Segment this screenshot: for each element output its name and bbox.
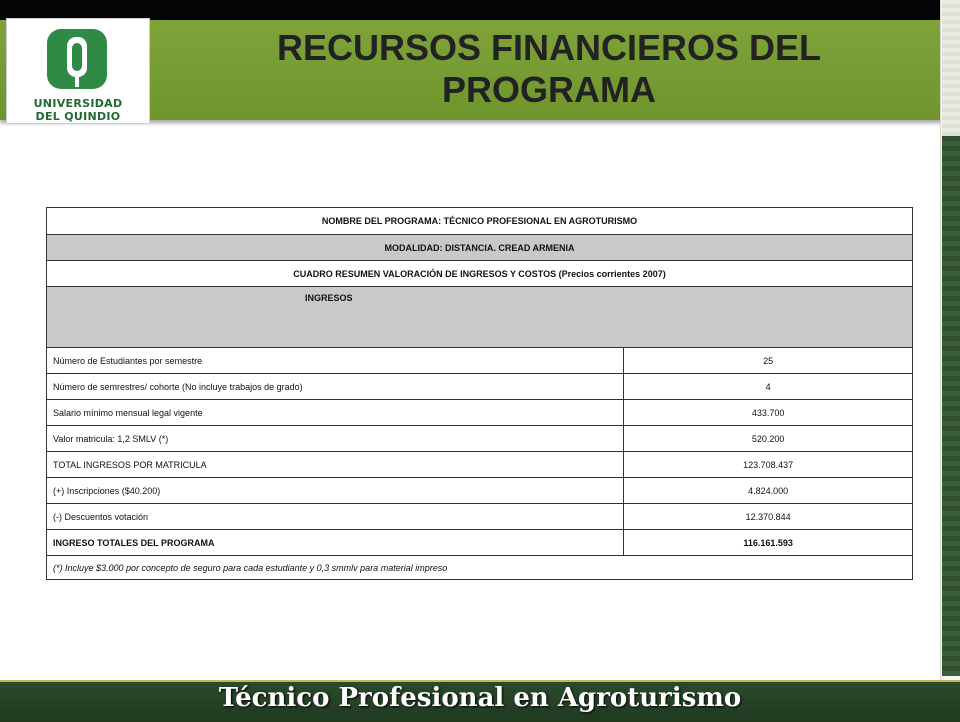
table-row [47,478,913,504]
row-value: 123.708.437 [624,452,913,478]
table-row [47,348,913,374]
logo-text-line2: DEL QUINDIO [35,110,121,123]
right-edge-dark [942,136,960,676]
row-value: 433.700 [624,400,913,426]
program-name-cell: NOMBRE DEL PROGRAMA: TÉCNICO PROFESIONAL EN AGROTURISMO [47,208,913,235]
row-label: TOTAL INGRESOS POR MATRICULA [47,452,624,478]
row-label: (-) Descuentos votación [47,504,624,530]
financial-table [46,207,913,580]
row-value: 116.161.593 [624,530,913,556]
table-row [47,556,913,580]
table-note: (*) Incluye $3.000 por concepto de seguro para cada estudiante y 0,3 smmlv para material impreso [47,556,913,580]
page-title: RECURSOS FINANCIEROS DEL PROGRAMA [276,27,822,110]
modality-cell: MODALIDAD: DISTANCIA. CREAD ARMENIA [47,235,913,261]
summary-cell: CUADRO RESUMEN VALORACIÓN DE INGRESOS Y COSTOS (Precios corrientes 2007) [47,261,913,287]
row-value: 4.824.000 [624,478,913,504]
row-value: 520.200 [624,426,913,452]
row-label: Número de Estudiantes por semestre [47,348,624,374]
table-row [47,504,913,530]
table-row [47,530,913,556]
row-value: 4 [624,374,913,400]
logo-text-line1: UNIVERSIDAD [33,97,123,110]
row-label: Valor matricula: 1,2 SMLV (*) [47,426,624,452]
top-strip [0,0,960,20]
row-label: INGRESO TOTALES DEL PROGRAMA [47,530,624,556]
right-edge-decoration [940,0,960,720]
university-logo [6,18,150,124]
row-label: Salario mínimo mensual legal vigente [47,400,624,426]
table-row [47,287,913,348]
table-row [47,235,913,261]
row-value: 12.370.844 [624,504,913,530]
logo-q-icon [45,27,109,93]
footer-title: Técnico Profesional en Agroturismo [218,683,742,713]
section-ingresos-cell: INGRESOS [47,287,913,348]
row-label: Número de semrestres/ cohorte (No incluye trabajos de grado) [47,374,624,400]
right-edge-light [942,0,960,136]
table-row [47,400,913,426]
row-label: (+) Inscripciones ($40.200) [47,478,624,504]
table-row [47,208,913,235]
row-value: 25 [624,348,913,374]
table-row [47,426,913,452]
table-row [47,374,913,400]
table-row [47,261,913,287]
table-row [47,452,913,478]
